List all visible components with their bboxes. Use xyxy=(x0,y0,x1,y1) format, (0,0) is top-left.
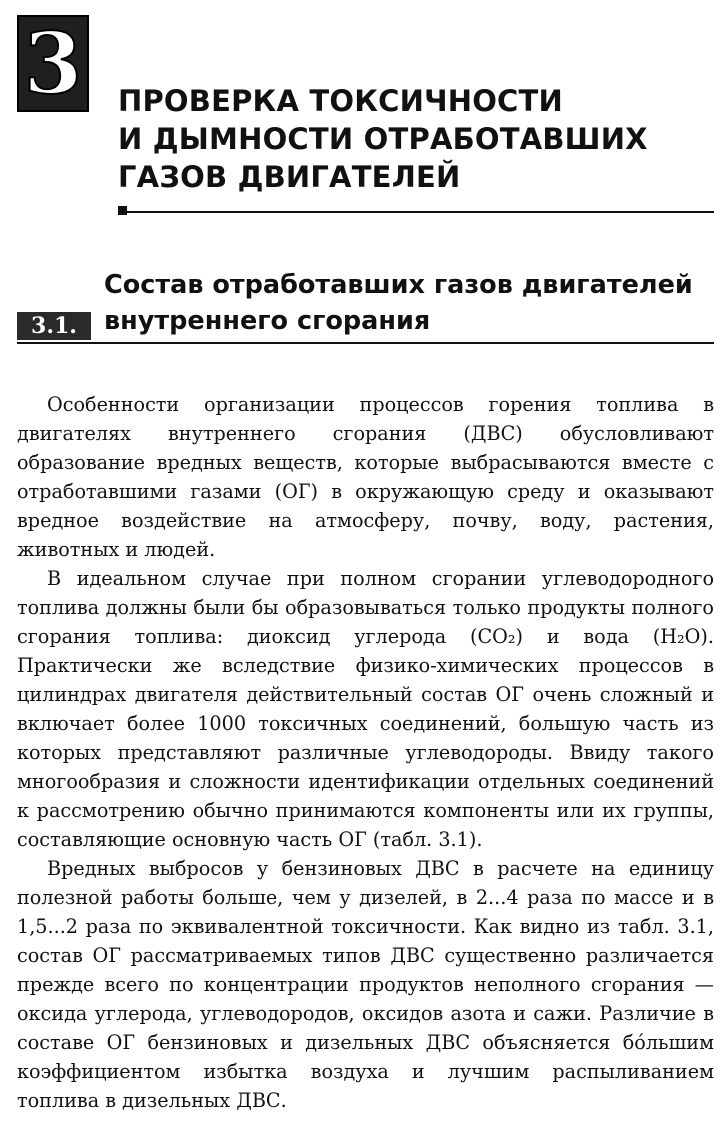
paragraph: В идеальном случае при полном сгорании углеводородного топлива должны были бы образовываться только продукты полного сгорания топлива: диоксид углерода (CO₂) и вода (H₂O). Практически же вследствие физико-химических процессов в цилиндрах двигателя действительный состав ОГ очень сложный и включает более 1000 токсичных соединений, большую часть из которых представляют различные углеводороды. Ввиду такого многообразия и сложности идентификации отдельных соединений к рассмотрению обычно принимаются компоненты или их группы, составляющие основную часть ОГ (табл. 3.1). xyxy=(17,567,714,851)
chapter-number-badge xyxy=(17,15,89,112)
section-title-line: Состав отработавших газов двигателей xyxy=(104,270,693,300)
chapter-title-line: И ДЫМНОСТИ ОТРАБОТАВШИХ xyxy=(118,122,648,156)
paragraph: Вредных выбросов у бензиновых ДВС в расчете на единицу полезной работы больше, чем у дизелей, в 2...4 раза по массе и в 1,5...2 раза по эквивалентной токсичности. Как видно из табл. 3.1, состав ОГ рассматриваемых типов ДВС существенно различается прежде всего по концентрации продуктов неполного сгорания — оксида углерода, углеводородов, оксидов азота и сажи. Различие в составе ОГ бензиновых и дизельных ДВС объясняется бóльшим коэффициентом избытка воздуха и лучшим распыливанием топлива в дизельных ДВС. xyxy=(17,857,714,1112)
paragraph: Особенности организации процессов горения топлива в двигателях внутреннего сгорания (ДВС) обусловливают образование вредных веществ, которые выбрасываются вместе с отработавшими газами (ОГ) в окружающую среду и оказывают вредное воздействие на атмосферу, почву, воду, растения, животных и людей. xyxy=(17,393,714,561)
chapter-title-line: ПРОВЕРКА ТОКСИЧНОСТИ xyxy=(118,84,563,118)
chapter-divider xyxy=(118,211,714,213)
chapter-number: 3 xyxy=(23,13,83,113)
section-divider xyxy=(17,342,714,344)
chapter-title xyxy=(118,82,708,196)
section-number-badge xyxy=(17,312,91,340)
body-text xyxy=(17,390,714,1115)
section-title xyxy=(104,267,704,339)
section-title-line: внутреннего сгорания xyxy=(104,306,431,336)
section-number: 3.1. xyxy=(31,313,77,339)
chapter-title-line: ГАЗОВ ДВИГАТЕЛЕЙ xyxy=(118,160,461,194)
